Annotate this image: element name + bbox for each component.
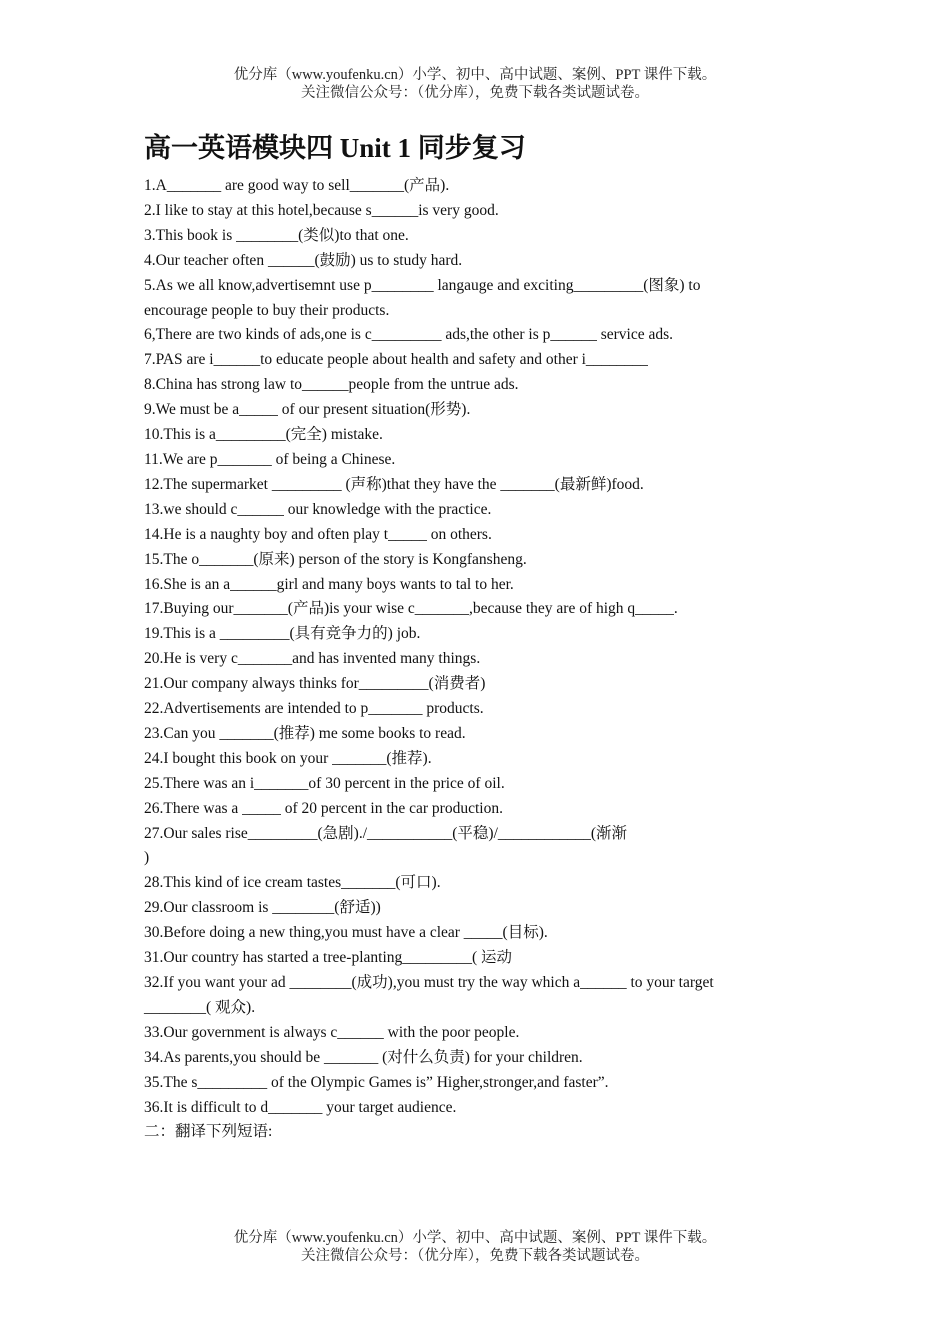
question-line: 19.This is a _________(具有竞争力的) job.: [144, 625, 421, 643]
question-line: 14.He is a naughty boy and often play t_____ on others.: [144, 525, 492, 543]
question-line: 31.Our country has started a tree-planting_________( 运动: [144, 949, 513, 967]
question-line: 17.Buying our_______(产品)is your wise c_______,because they are of high q_____.: [144, 600, 678, 618]
question-line: 26.There was a _____ of 20 percent in the car production.: [144, 799, 503, 817]
question-line: 13.we should c______ our knowledge with the practice.: [144, 500, 492, 518]
header-line-1: 优分库（www.youfenku.cn）小学、初中、高中试题、案例、PPT 课件下载。: [233, 67, 717, 83]
question-line: 25.There was an i_______of 30 percent in the price of oil.: [144, 774, 505, 792]
page-header: [0, 66, 950, 102]
question-line: 20.He is very c_______and has invented many things.: [144, 650, 481, 668]
page-footer: [0, 1229, 950, 1265]
section-heading: 二：翻译下列短语:: [144, 1123, 273, 1141]
question-line: 12.The supermarket _________ (声称)that they have the _______(最新鲜)food.: [144, 475, 644, 493]
question-line: 2.I like to stay at this hotel,because s______is very good.: [144, 201, 499, 219]
question-line: 24.I bought this book on your _______(推荐).: [144, 749, 432, 767]
question-line: 21.Our company always thinks for_________(消费者): [144, 675, 486, 693]
question-line: 34.As parents,you should be _______ (对什么负责) for your children.: [144, 1048, 583, 1066]
question-line: 27.Our sales rise_________(急剧)./___________(平稳)/____________(渐渐: [144, 824, 628, 842]
question-line: ________( 观众).: [144, 998, 256, 1016]
question-line: 35.The s_________ of the Olympic Games is” Higher,stronger,and faster”.: [144, 1073, 609, 1091]
question-line: 15.The o_______(原来) person of the story is Kongfansheng.: [144, 550, 527, 568]
question-list: [144, 174, 784, 1145]
question-line: 33.Our government is always c______ with the poor people.: [144, 1023, 520, 1041]
question-line: 16.She is an a______girl and many boys wants to tal to her.: [144, 575, 514, 593]
question-line: 4.Our teacher often ______(鼓励) us to study hard.: [144, 251, 463, 269]
question-line: 6,There are two kinds of ads,one is c_________ ads,the other is p______ service ads.: [144, 326, 674, 344]
question-line: 28.This kind of ice cream tastes_______(可口).: [144, 874, 441, 892]
document-title: 高一英语模块四 Unit 1 同步复习: [144, 133, 526, 163]
question-line: 22.Advertisements are intended to p_______ products.: [144, 700, 484, 718]
question-line: 30.Before doing a new thing,you must have a clear _____(目标).: [144, 924, 548, 942]
question-line: 29.Our classroom is ________(舒适)): [144, 899, 381, 917]
question-line: 3.This book is ________(类似)to that one.: [144, 226, 409, 244]
question-line: 1.A_______ are good way to sell_______(产品).: [144, 177, 450, 194]
question-line: 36.It is difficult to d_______ your target audience.: [144, 1098, 457, 1116]
question-line: 9.We must be a_____ of our present situation(形势).: [144, 401, 471, 419]
header-line-2: 关注微信公众号：（优分库），免费下载各类试题试卷。: [301, 85, 649, 101]
question-line: 11.We are p_______ of being a Chinese.: [144, 450, 396, 468]
question-line: 10.This is a_________(完全) mistake.: [144, 426, 383, 444]
question-line: 32.If you want your ad ________(成功),you must try the way which a______ to your target: [144, 974, 714, 991]
question-line: 7.PAS are i______to educate people about health and safety and other i________: [144, 351, 648, 369]
footer-line-2: 关注微信公众号：（优分库），免费下载各类试题试卷。: [301, 1248, 649, 1264]
question-line: 23.Can you _______(推荐) me some books to read.: [144, 724, 466, 742]
question-line: encourage people to buy their products.: [144, 301, 390, 319]
question-line: 8.China has strong law to______people from the untrue ads.: [144, 376, 519, 394]
question-line: ): [144, 849, 150, 867]
footer-line-1: 优分库（www.youfenku.cn）小学、初中、高中试题、案例、PPT 课件下载。: [233, 1230, 717, 1246]
question-line: 5.As we all know,advertisemnt use p________ langauge and exciting_________(图象) to: [144, 276, 701, 294]
